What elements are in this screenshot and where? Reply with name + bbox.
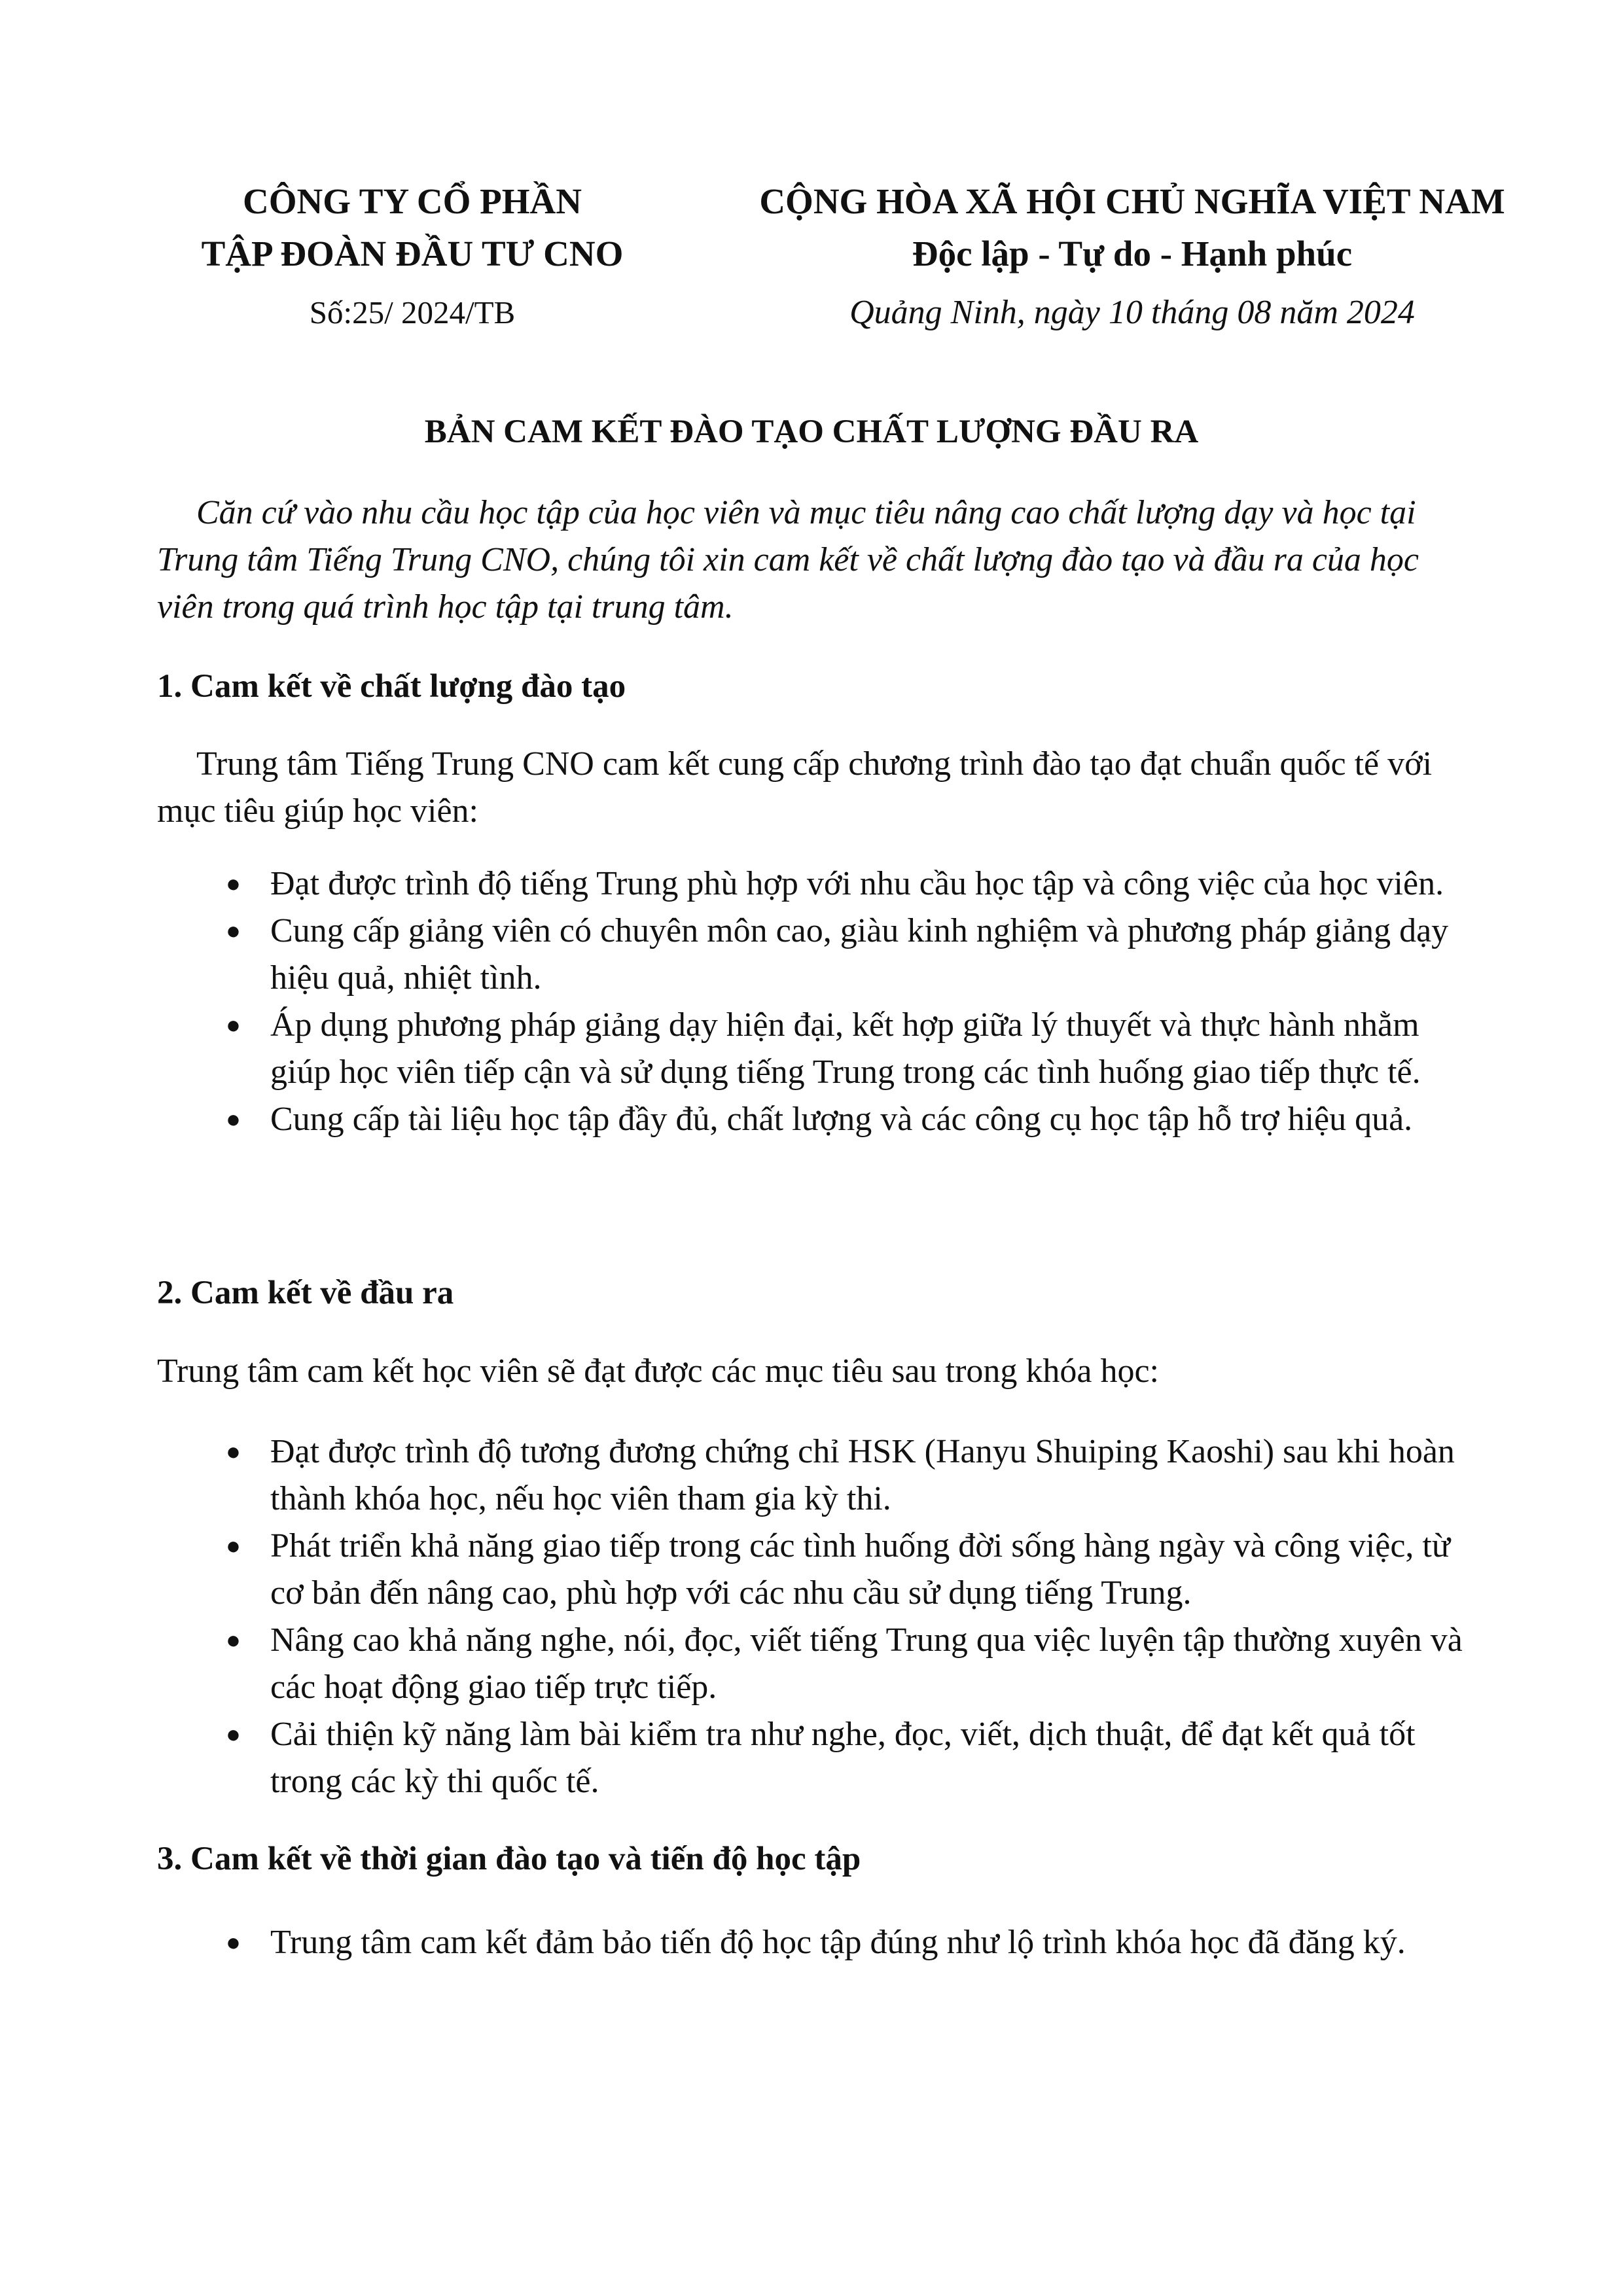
bullet-dot-icon: ● [226, 1721, 241, 1748]
company-name-line2: TẬP ĐOÀN ĐẦU TƯ CNO [201, 234, 624, 274]
list-item: ● Đạt được trình độ tương đương chứng chỉ HSK (Hanyu Shuiping Kaoshi) sau khi hoàn thành khóa học, nếu học viên tham gia kỳ thi. [157, 1428, 1472, 1523]
list-item: ● Đạt được trình độ tiếng Trung phù hợp với nhu cầu học tập và công việc của học viên. [157, 860, 1472, 908]
list-item: ● Trung tâm cam kết đảm bảo tiến độ học tập đúng như lộ trình khóa học đã đăng ký. [157, 1919, 1472, 1966]
section-3-heading: 3. Cam kết về thời gian đào tạo và tiến độ học tập [157, 1841, 861, 1877]
bullet-dot-icon: ● [226, 1532, 241, 1560]
list-item: ● Cung cấp tài liệu học tập đầy đủ, chất lượng và các công cụ học tập hỗ trợ hiệu quả. [157, 1096, 1472, 1143]
bullet-dot-icon: ● [226, 870, 241, 898]
list-item: ● Áp dụng phương pháp giảng dạy hiện đại, kết hợp giữa lý thuyết và thực hành nhằm giúp học viên tiếp cận và sử dụng tiếng Trung trong các tình huống giao tiếp thực tế. [157, 1002, 1472, 1096]
bullet-dot-icon: ● [226, 1929, 241, 1956]
bullet-dot-icon: ● [226, 1438, 241, 1466]
bullet-dot-icon: ● [226, 1012, 241, 1039]
nation-block [713, 175, 1551, 339]
document-number: Số:25/ 2024/TB [309, 294, 516, 330]
company-block [157, 175, 668, 339]
bullet-dot-icon: ● [226, 917, 241, 945]
section-1-lead: Trung tâm Tiếng Trung CNO cam kết cung cấp chương trình đào tạo đạt chuẩn quốc tế với mục tiêu giúp học viên: [157, 745, 1433, 830]
list-item: ● Cung cấp giảng viên có chuyên môn cao, giàu kinh nghiệm và phương pháp giảng dạy hiệu quả, nhiệt tình. [157, 908, 1472, 1002]
nation-name: CỘNG HÒA XÃ HỘI CHỦ NGHĨA VIỆT NAM [759, 181, 1505, 221]
list-item: ● Nâng cao khả năng nghe, nói, đọc, viết tiếng Trung qua việc luyện tập thường xuyên và các hoạt động giao tiếp trực tiếp. [157, 1617, 1472, 1711]
national-motto: Độc lập - Tự do - Hạnh phúc [912, 234, 1353, 274]
section-2-bullet-list [157, 1428, 1472, 1805]
list-item: ● Phát triển khả năng giao tiếp trong các tình huống đời sống hàng ngày và công việc, từ cơ bản đến nâng cao, phù hợp với các nhu cầu sử dụng tiếng Trung. [157, 1523, 1472, 1617]
bullet-dot-icon: ● [226, 1627, 241, 1654]
document-title: BẢN CAM KẾT ĐÀO TẠO CHẤT LƯỢNG ĐẦU RA [424, 414, 1199, 450]
company-name-line1: CÔNG TY CỔ PHẦN [243, 181, 582, 221]
section-2-heading: 2. Cam kết về đầu ra [157, 1275, 454, 1311]
section-3-bullet-list [157, 1919, 1472, 1966]
intro-paragraph: Căn cứ vào nhu cầu học tập của học viên và mục tiêu nâng cao chất lượng dạy và học tại Trung tâm Tiếng Trung CNO, chúng tôi xin cam kết về chất lượng đào tạo và đầu ra của học viên trong quá trình học tập tại trung tâm. [157, 494, 1419, 626]
list-item: ● Cải thiện kỹ năng làm bài kiểm tra như nghe, đọc, viết, dịch thuật, để đạt kết quả tốt trong các kỳ thi quốc tế. [157, 1711, 1472, 1805]
bullet-dot-icon: ● [226, 1106, 241, 1133]
place-and-date: Quảng Ninh, ngày 10 tháng 08 năm 2024 [849, 294, 1415, 331]
section-1-bullet-list [157, 860, 1472, 1143]
section-1-heading: 1. Cam kết về chất lượng đào tạo [157, 668, 626, 705]
section-2-lead: Trung tâm cam kết học viên sẽ đạt được các mục tiêu sau trong khóa học: [157, 1352, 1160, 1390]
